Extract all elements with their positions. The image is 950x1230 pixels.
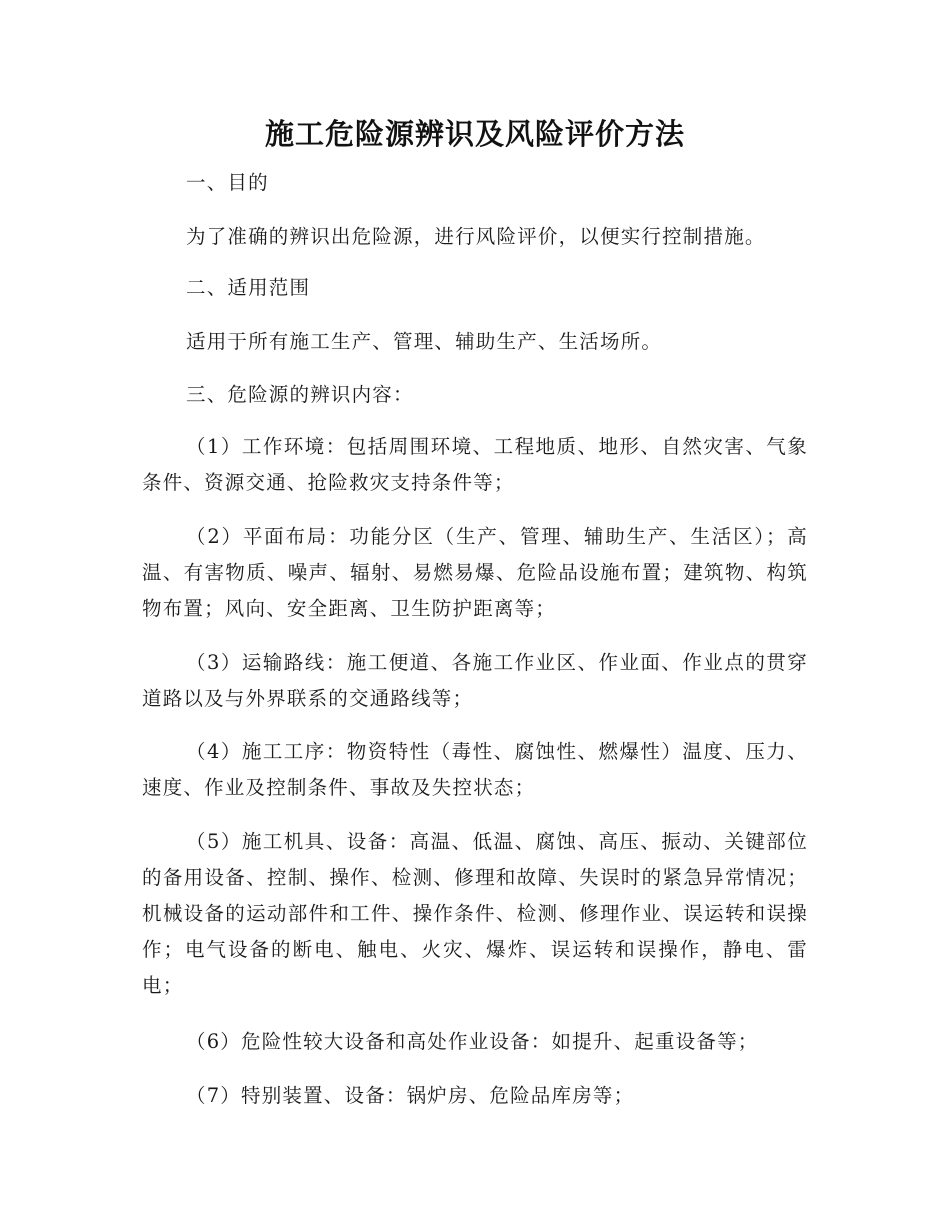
section-heading-scope: 二、适用范围 (186, 276, 311, 299)
list-item-high-risk-equipment: （6）危险性较大设备和高处作业设备：如提升、起重设备等； (186, 1030, 759, 1053)
list-item-special-devices: （7）特别装置、设备：锅炉房、危险品库房等； (186, 1084, 635, 1107)
list-item-layout: （2）平面布局：功能分区（生产、管理、辅助生产、生活区）；高温、有害物质、噪声、辐射、易燃易爆、危险品设施布置；建筑物、构筑物布置；风向、安全距离、卫生防护距离等； (142, 525, 808, 620)
purpose-paragraph: 为了准确的辨识出危险源，进行风险评价，以便实行控制措施。 (186, 225, 766, 248)
list-item-machinery-equipment: （5）施工机具、设备：高温、低温、腐蚀、高压、振动、关键部位的备用设备、控制、操作、检测、修理和故障、失误时的紧急异常情况；机械设备的运动部件和工件、操作条件、检测、修理作业、误运转和误操作；电气设备的断电、触电、火灾、爆炸、误运转和误操作，静电、雷电； (142, 830, 808, 997)
list-item-work-environment: （1）工作环境：包括周围环境、工程地质、地形、自然灾害、气象条件、资源交通、抢险救灾支持条件等； (142, 435, 808, 494)
list-item-transport-route: （3）运输路线：施工便道、各施工作业区、作业面、作业点的贯穿道路以及与外界联系的交通路线等； (142, 651, 808, 710)
list-item-construction-process: （4）施工工序：物资特性（毒性、腐蚀性、燃爆性）温度、压力、速度、作业及控制条件、事故及失控状态； (142, 740, 808, 799)
scope-paragraph: 适用于所有施工生产、管理、辅助生产、生活场所。 (186, 330, 663, 353)
section-heading-purpose: 一、目的 (186, 171, 269, 194)
section-heading-content: 三、危险源的辨识内容： (186, 383, 414, 406)
document-title: 施工危险源辨识及风险评价方法 (264, 117, 685, 151)
